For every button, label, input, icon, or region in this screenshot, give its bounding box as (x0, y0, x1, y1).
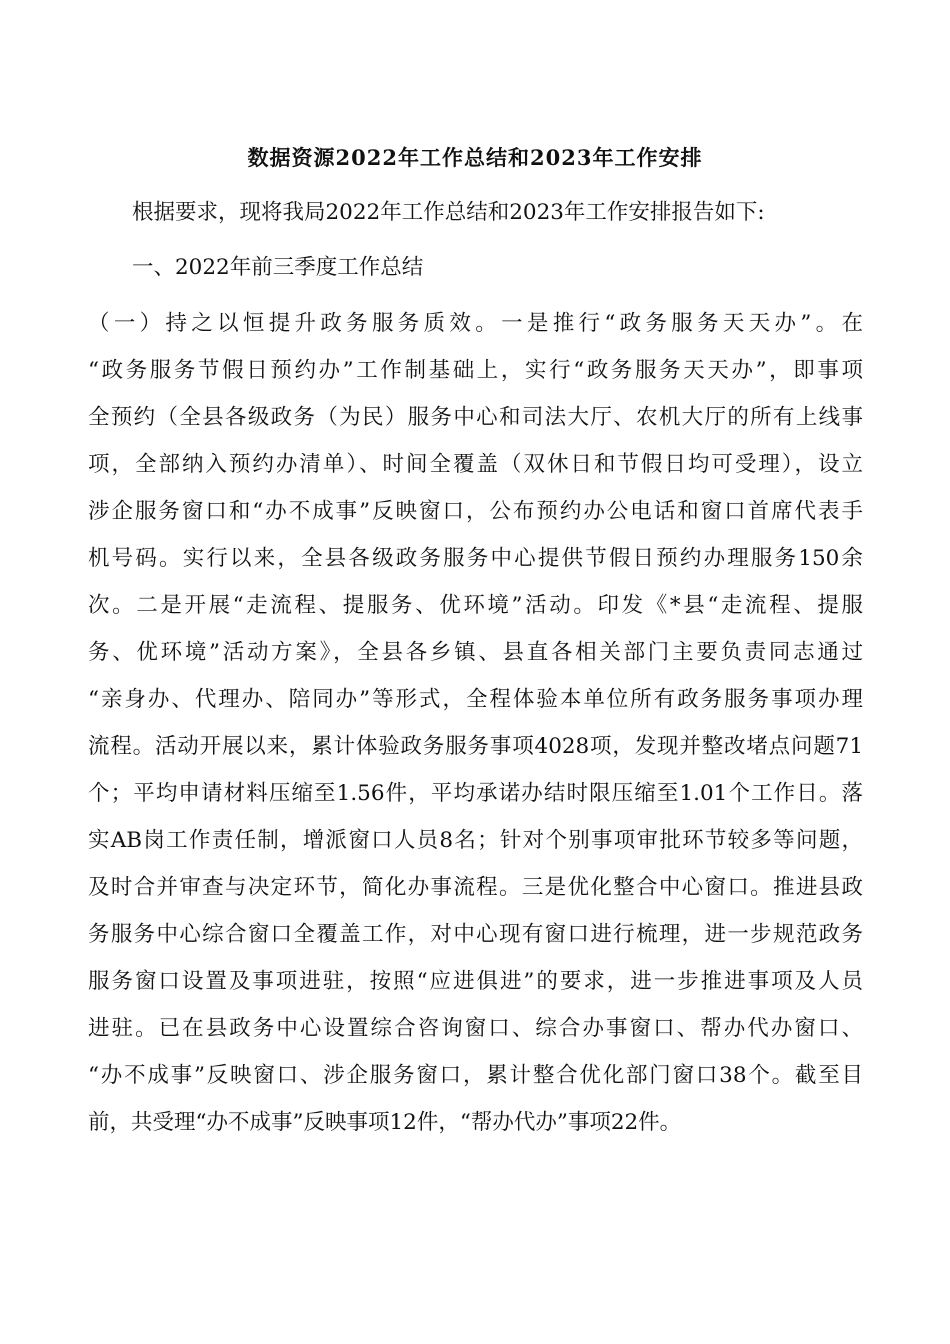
paragraph-line: 进驻。已在县政务中心设置综合咨询窗口、综合办事窗口、帮办代办窗口、 (88, 1016, 863, 1041)
paragraph-line: “办不成事”反映窗口、涉企服务窗口，累计整合优化部门窗口38个。截至目 (88, 1063, 863, 1088)
paragraph-line: 流程。活动开展以来，累计体验政务服务事项4028项，发现并整改堵点问题71 (88, 734, 863, 759)
paragraph-line: “政务服务节假日预约办”工作制基础上，实行“政务服务天天办”，即事项 (88, 358, 863, 383)
document-title: 数据资源2022年工作总结和2023年工作安排 (247, 145, 703, 170)
paragraph-line: 机号码。实行以来，全县各级政务服务中心提供节假日预约办理服务150余 (88, 546, 863, 571)
paragraph-line: 务、优环境”活动方案》，全县各乡镇、县直各相关部门主要负责同志通过 (88, 640, 863, 665)
paragraph-line: （一）持之以恒提升政务服务质效。一是推行“政务服务天天办”。在 (88, 311, 863, 336)
paragraph-line: 务服务中心综合窗口全覆盖工作，对中心现有窗口进行梳理，进一步规范政务 (88, 922, 863, 947)
paragraph-line: 次。二是开展“走流程、提服务、优环境”活动。印发《*县“走流程、提服 (88, 593, 863, 618)
paragraph-line: 前，共受理“办不成事”反映事项12件，“帮办代办”事项22件。 (88, 1110, 682, 1135)
paragraph-line: 项，全部纳入预约办清单）、时间全覆盖（双休日和节假日均可受理），设立 (88, 452, 863, 477)
paragraph-line: “亲身办、代理办、陪同办”等形式，全程体验本单位所有政务服务事项办理 (88, 687, 863, 712)
paragraph-line: 实AB岗工作责任制，增派窗口人员8名；针对个别事项审批环节较多等问题， (88, 828, 863, 853)
paragraph-line: 个；平均申请材料压缩至1.56件，平均承诺办结时限压缩至1.01个工作日。落 (88, 781, 863, 806)
paragraph-line: 服务窗口设置及事项进驻，按照“应进俱进”的要求，进一步推进事项及人员 (88, 969, 863, 994)
paragraph-line: 涉企服务窗口和“办不成事”反映窗口，公布预约办公电话和窗口首席代表手 (88, 499, 863, 524)
intro-paragraph: 根据要求，现将我局2022年工作总结和2023年工作安排报告如下: (132, 200, 765, 225)
paragraph-line: 及时合并审查与决定环节，简化办事流程。三是优化整合中心窗口。推进县政 (88, 875, 863, 900)
section-heading: 一、2022年前三季度工作总结 (132, 255, 424, 280)
paragraph-line: 全预约（全县各级政务（为民）服务中心和司法大厅、农机大厅的所有上线事 (88, 405, 863, 430)
